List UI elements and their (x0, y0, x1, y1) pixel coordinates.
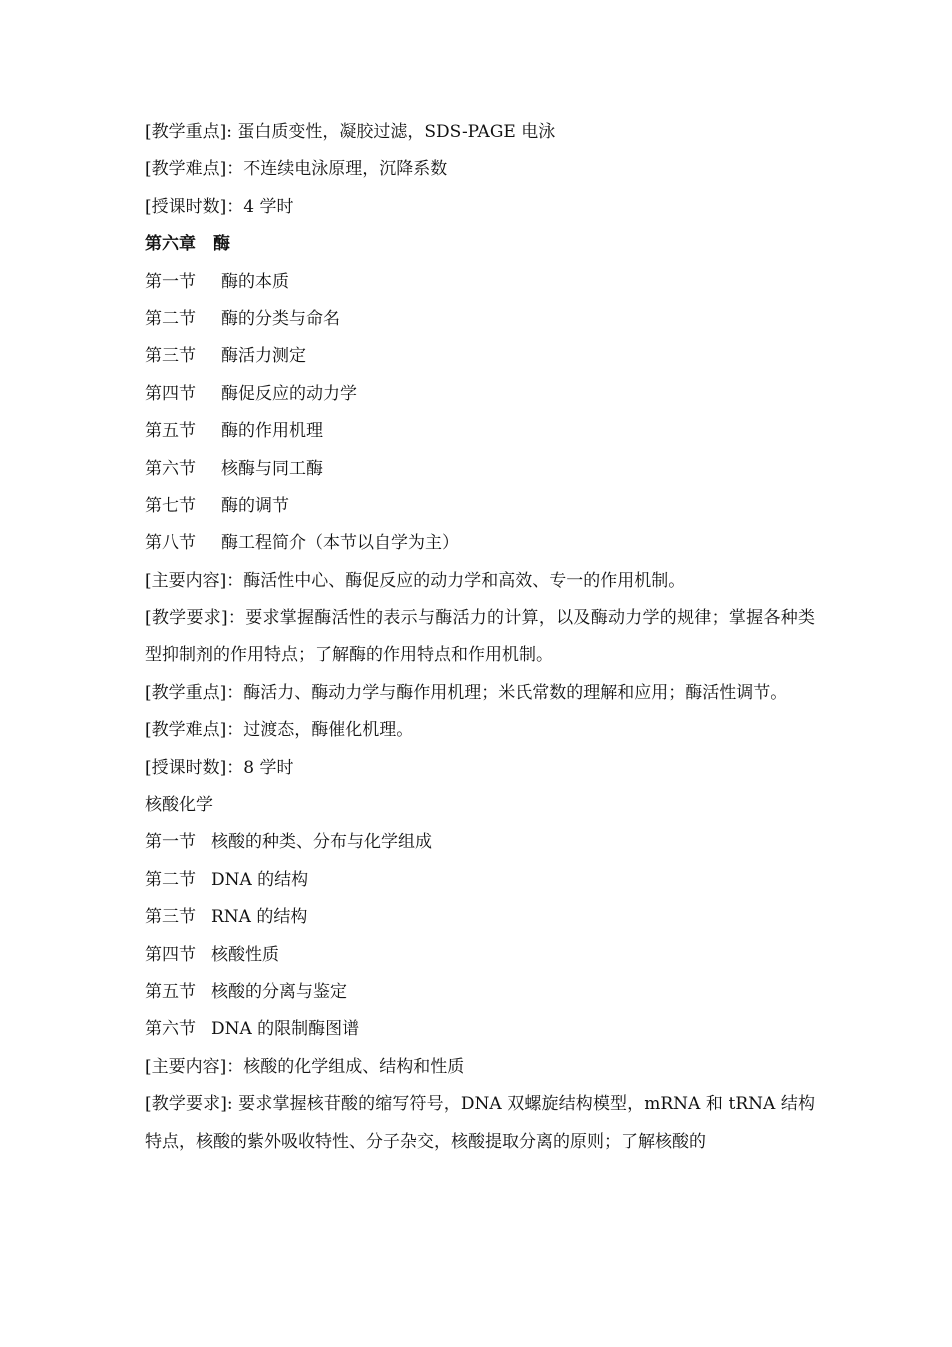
section-label: 第四节 (145, 944, 196, 965)
section-title: RNA 的结构 (211, 907, 308, 928)
section-label: 第二节 (145, 869, 196, 890)
section-line (145, 1011, 815, 1048)
section-title: DNA 的限制酶图谱 (211, 1019, 360, 1040)
section-line (145, 899, 815, 936)
section-label: 第一节 (145, 271, 196, 292)
hours-line: [授课时数]：8 学时 (145, 757, 294, 778)
main-content-line: [主要内容]：酶活性中心、酶促反应的动力学和高效、专一的作用机制。 (145, 570, 686, 591)
section-label: 第六节 (145, 458, 196, 479)
section-line (145, 376, 815, 413)
section-line (145, 937, 815, 974)
section-label: 第五节 (145, 421, 196, 442)
section-line (145, 525, 815, 562)
key-points-line: [教学重点]: 蛋白质变性，凝胶过滤，SDS-PAGE 电泳 (145, 122, 556, 142)
section-line (145, 974, 815, 1011)
section-line (145, 451, 815, 488)
section-line (145, 488, 815, 525)
section-title: 核酸的分离与鉴定 (211, 982, 347, 1003)
difficulties-line: [教学难点]：过渡态，酶催化机理。 (145, 720, 414, 741)
requirements-paragraph: [教学要求]：要求掌握酶活性的表示与酶活力的计算，以及酶动力学的规律；掌握各种类型抑制剂的作用特点；了解酶的作用特点和作用机制。 (145, 608, 815, 666)
section-label: 第五节 (145, 982, 196, 1003)
section-title: 酶的分类与命名 (221, 308, 340, 329)
key-points-paragraph: [教学重点]：酶活力、酶动力学与酶作用机理；米氏常数的理解和应用；酶活性调节。 (145, 682, 788, 703)
section-line (145, 824, 815, 861)
main-content-line: [主要内容]：核酸的化学组成、结构和性质 (145, 1056, 465, 1077)
section-line (145, 413, 815, 450)
difficulties-line: [教学难点]：不连续电泳原理，沉降系数 (145, 159, 448, 180)
section-label: 第一节 (145, 832, 196, 853)
section-label: 第二节 (145, 308, 196, 329)
section-line (145, 338, 815, 375)
section-title: 酶的本质 (221, 271, 289, 292)
section-title: 酶工程简介（本节以自学为主） (221, 533, 459, 554)
section-label: 第八节 (145, 533, 196, 554)
section-line (145, 301, 815, 338)
section-label: 第六节 (145, 1019, 196, 1040)
section-label: 第四节 (145, 383, 196, 404)
section-title: 酶的作用机理 (221, 421, 323, 442)
section-title: 核酶与同工酶 (221, 458, 323, 479)
section-line (145, 264, 815, 301)
section-title: 酶的调节 (221, 495, 289, 516)
section-title: DNA 的结构 (211, 869, 309, 890)
chapter-title: 第六章 酶 (145, 234, 230, 255)
section-label: 第七节 (145, 495, 196, 516)
hours-line: [授课时数]：4 学时 (145, 196, 294, 217)
section-line (145, 862, 815, 899)
chapter-title: 核酸化学 (145, 795, 213, 816)
requirements-paragraph: [教学要求]: 要求掌握核苷酸的缩写符号，DNA 双螺旋结构模型，mRNA 和 tRNA 结构特点，核酸的紫外吸收特性、分子杂交，核酸提取分离的原则；了解核酸的 (145, 1094, 815, 1152)
section-label: 第三节 (145, 907, 196, 928)
section-title: 酶促反应的动力学 (221, 383, 357, 404)
section-title: 核酸性质 (211, 944, 279, 965)
section-title: 酶活力测定 (221, 346, 306, 367)
document-page (145, 114, 815, 1161)
section-title: 核酸的种类、分布与化学组成 (211, 832, 432, 853)
section-label: 第三节 (145, 346, 196, 367)
